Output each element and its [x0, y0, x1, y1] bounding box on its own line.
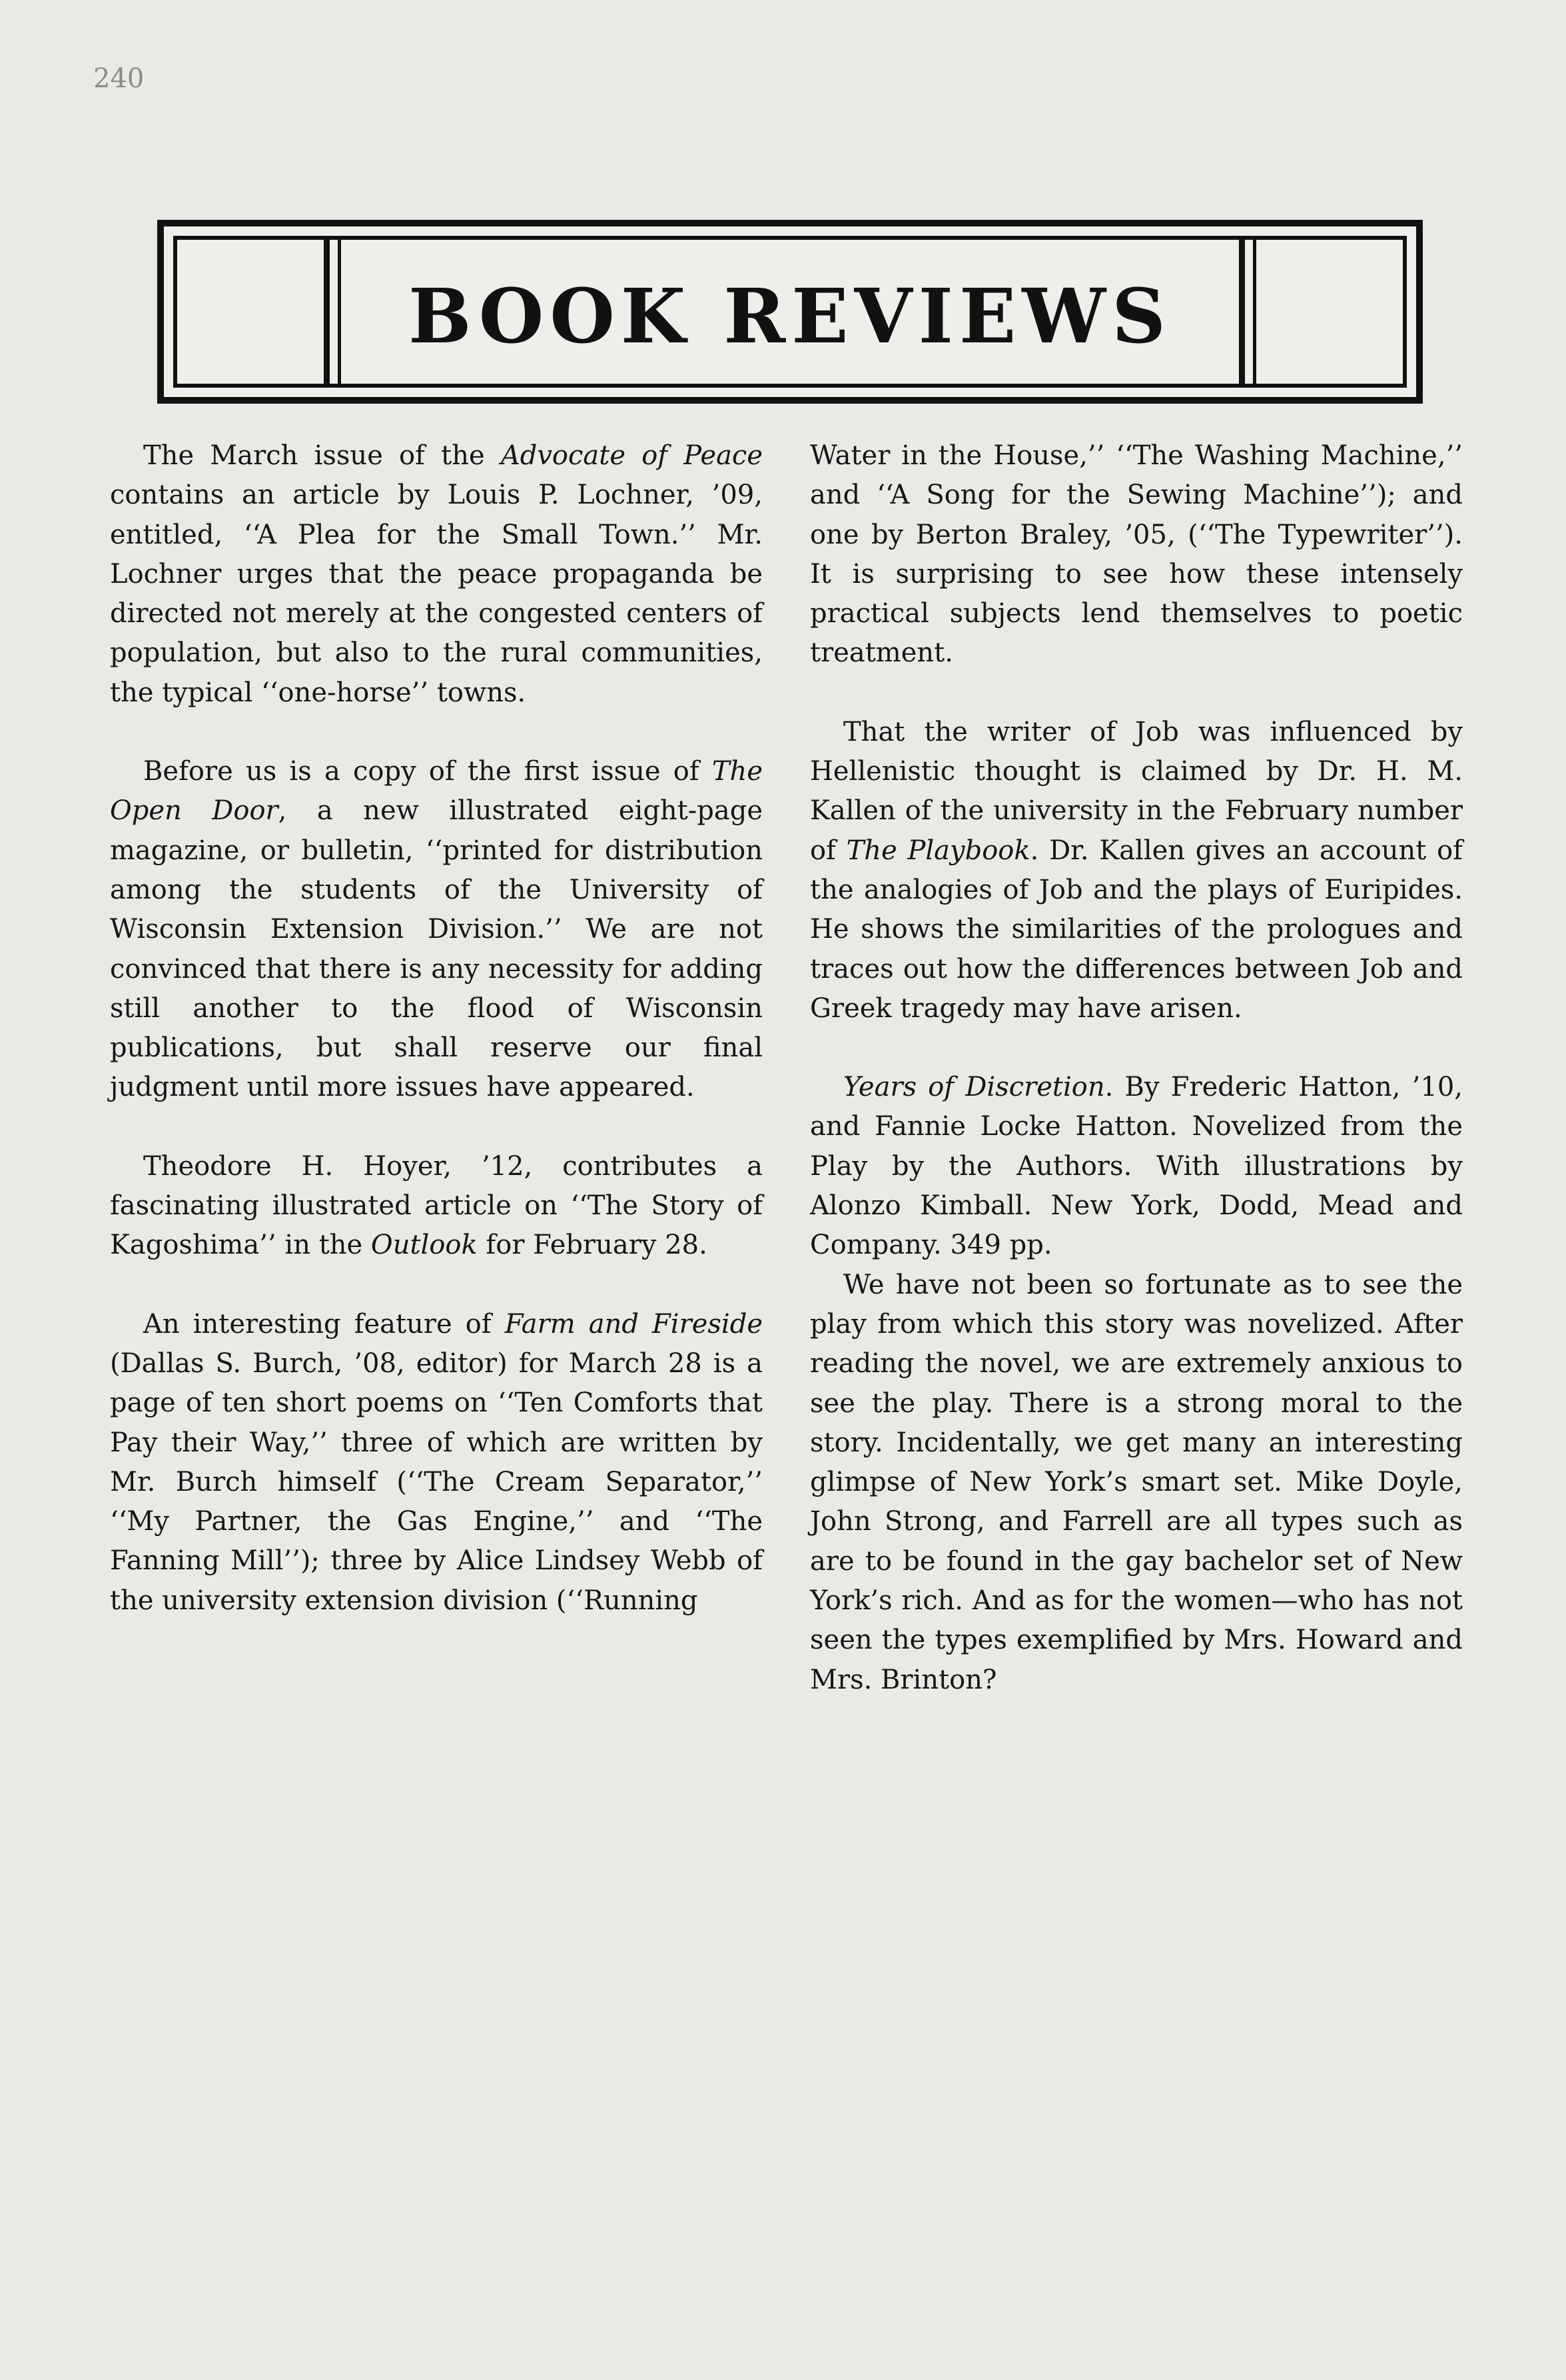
paragraph-text: Before us is a copy of the first issue of	[143, 756, 712, 787]
italic-title-text: Advocate of Peace	[500, 440, 763, 471]
page-number: 240	[93, 63, 145, 94]
paragraph-text: Theodore H. Hoyer, ’12, contributes a fascinating illustrated article on ‘‘The Story of Kagoshima’’ in the	[110, 1150, 763, 1261]
paragraph	[810, 1266, 1463, 1700]
paragraph-text: (Dallas S. Burch, ’08, editor) for March 28 is a page of ten short poems on ‘‘Ten Comforts that Pay their Way,’’ three of which are written by Mr. Burch himself (‘‘The Cream Separator,’’ ‘‘My Partner, the Gas Engine,’’ and ‘‘The Fanning Mill’’); three by Alice Lindsey Webb of the university extension division (‘‘Running	[110, 1348, 763, 1616]
section-title: BOOK REVIEWS	[408, 273, 1172, 360]
paragraph	[110, 436, 763, 713]
italic-title-text: The Open Door	[110, 756, 763, 827]
paragraph-text: The March issue of the	[143, 440, 501, 471]
italic-title-text: Farm and Fireside	[504, 1308, 763, 1340]
paragraph-text: We have not been so fortunate as to see the play from which this story was novelized. After reading the novel, we are extremely anxious to see the play. There is a strong moral to the story. Incidentally, we get many an interesting glimpse of New York’s smart set. Mike Doyle, John Strong, and Farrell are all types such as are to be found in the gay bachelor set of New York’s rich. And as for the women—who has not seen the types exemplified by Mrs. Howard and Mrs. Brinton?	[810, 1269, 1463, 1695]
paragraph-text: . Dr. Kallen gives an account of the analogies of Job and the plays of Euripides. He shows the similarities of the prologues and traces out how the differences between Job and Greek tragedy may have arisen.	[810, 835, 1463, 1024]
paragraph-text: Water in the House,’’ ‘‘The Washing Machine,’’ and ‘‘A Song for the Sewing Machine’’); and one by Berton Braley, ’05, (‘‘The Typewriter’’). It is surprising to see how these intensely practical subjects lend themselves to poetic treatment.	[810, 440, 1463, 669]
right-column	[810, 436, 1463, 1739]
paragraph-text: That the writer of Job was influenced by Hellenistic thought is claimed by Dr. H. M. Kallen of the university in the February number of	[810, 716, 1463, 866]
italic-title-text: Years of Discretion	[843, 1072, 1105, 1103]
paragraph-text: for February 28.	[477, 1230, 707, 1261]
paragraph	[110, 752, 763, 1108]
paragraph-text: contains an article by Louis P. Lochner, ’09, entitled, ‘‘A Plea for the Small Town.’’ Mr. Lochner urges that the peace propaganda be directed not merely at the congested centers of population, but also to the rural communities, the typical ‘‘one-horse’’ towns.	[110, 480, 763, 708]
paragraph	[810, 713, 1463, 1028]
left-column	[110, 436, 763, 1660]
italic-title-text: The Playbook	[846, 835, 1030, 866]
paragraph	[810, 1068, 1463, 1265]
paragraph-text: , a new illustrated eight-page magazine, or bulletin, ‘‘printed for distribution among the students of the University of Wisconsin Extension Division.’’ We are not convinced that there is any necessity for adding still another to the flood of Wisconsin publications, but shall reserve our final judgment until more issues have appeared.	[110, 795, 763, 1103]
italic-title-text: Outlook	[370, 1230, 478, 1261]
paragraph-text: An interesting feature of	[143, 1308, 505, 1340]
paragraph	[810, 436, 1463, 673]
paragraph	[110, 1305, 763, 1621]
paragraph-text: . By Frederic Hatton, ’10, and Fannie Locke Hatton. Novelized from the Play by the Authors. With illustrations by Alonzo Kimball. New York, Dodd, Mead and Company. 349 pp.	[810, 1072, 1463, 1261]
paragraph	[110, 1147, 763, 1266]
book-reviews-banner	[157, 220, 1423, 404]
